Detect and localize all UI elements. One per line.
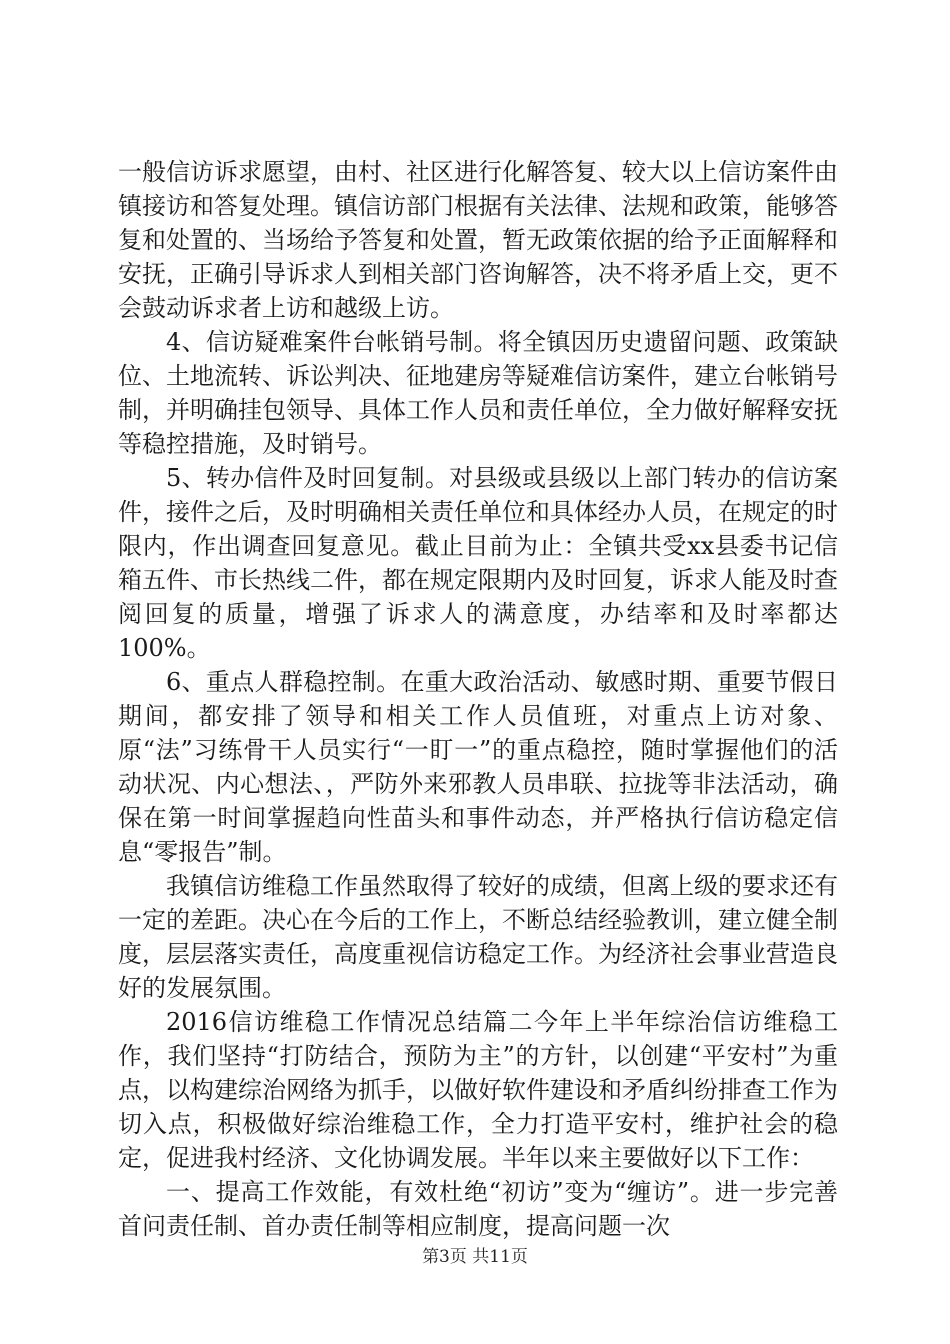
paragraph-conclusion: 我镇信访维稳工作虽然取得了较好的成绩，但离上级的要求还有一定的差距。决心在今后的工作上，不断总结经验教训，建立健全制度，层层落实责任，高度重视信访稳定工作。为经济社会事业营造良好的发展氛围。 xyxy=(118,872,838,1002)
document-body xyxy=(118,155,838,1243)
paragraph-section-one: 一、提高工作效能，有效杜绝“初访”变为“缠访”。进一步完善首问责任制、首办责任制等相应制度，提高问题一次 xyxy=(118,1178,838,1240)
paragraph-item-5: 5、转办信件及时回复制。对县级或县级以上部门转办的信访案件，接件之后，及时明确相关责任单位和具体经办人员，在规定的时限内，作出调查回复意见。截止目前为止：全镇共受xx县委书记信箱五件、市长热线二件，都在规定限期内及时回复，诉求人能及时查阅回复的质量，增强了诉求人的满意度，办结率和及时率都达100%。 xyxy=(118,464,838,662)
paragraph-continuation: 一般信访诉求愿望，由村、社区进行化解答复、较大以上信访案件由镇接访和答复处理。镇信访部门根据有关法律、法规和政策，能够答复和处置的、当场给予答复和处置，暂无政策依据的给予正面解释和安抚，正确引导诉求人到相关部门咨询解答，决不将矛盾上交，更不会鼓动诉求者上访和越级上访。 xyxy=(118,158,838,322)
page-number-footer: 第3页 共11页 xyxy=(422,1247,528,1267)
paragraph-part-two-intro: 2016信访维稳工作情况总结篇二今年上半年综治信访维稳工作，我们坚持“打防结合，预防为主”的方针，以创建“平安村”为重点，以构建综治网络为抓手，以做好软件建设和矛盾纠纷排查工作为切入点，积极做好综治维稳工作，全力打造平安村，维护社会的稳定，促进我村经济、文化协调发展。半年以来主要做好以下工作： xyxy=(118,1008,838,1172)
paragraph-item-6: 6、重点人群稳控制。在重大政治活动、敏感时期、重要节假日期间，都安排了领导和相关工作人员值班，对重点上访对象、原“法”习练骨干人员实行“一盯一”的重点稳控，随时掌握他们的活动状况、内心想法、，严防外来邪教人员串联、拉拢等非法活动，确保在第一时间掌握趋向性苗头和事件动态，并严格执行信访稳定信息“零报告”制。 xyxy=(118,668,838,866)
paragraph-item-4: 4、信访疑难案件台帐销号制。将全镇因历史遗留问题、政策缺位、土地流转、诉讼判决、征地建房等疑难信访案件，建立台帐销号制，并明确挂包领导、具体工作人员和责任单位，全力做好解释安抚等稳控措施，及时销号。 xyxy=(118,328,838,458)
